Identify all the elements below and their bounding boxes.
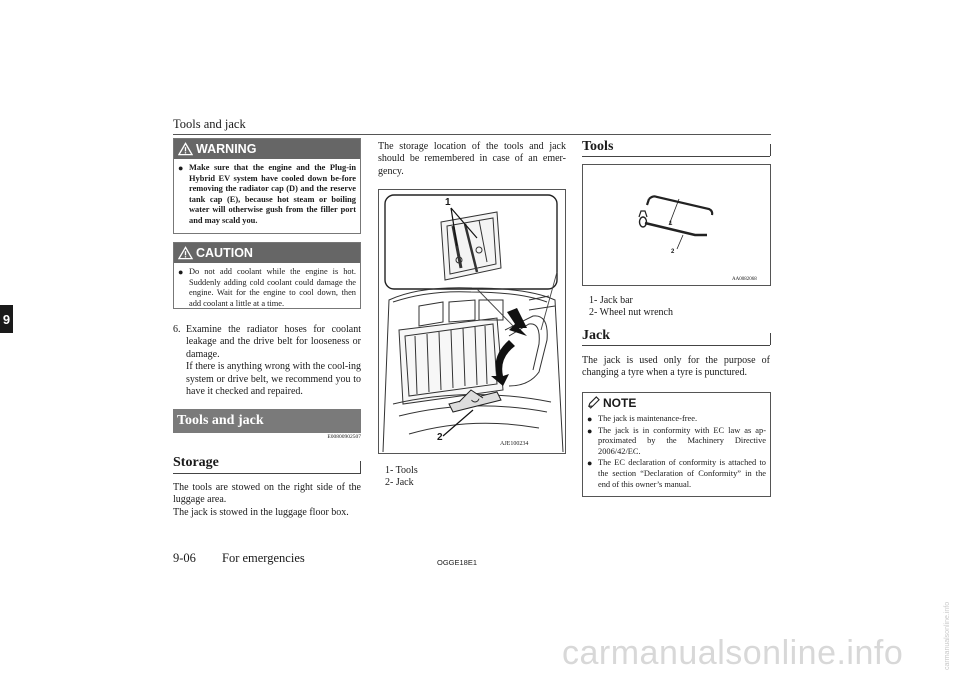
section-code: E00800902507 bbox=[327, 434, 361, 440]
note-header bbox=[583, 393, 770, 412]
warning-item: ● Make sure that the engine and the Plug-in Hybrid EV system have cooled down be-fore removing the radiator cap (D) and the reserve tank cap (E), because hot steam or boiling water will otherwise gush from the filler port and may scald you. bbox=[178, 163, 356, 225]
note-item: ● The jack is maintenance-free. bbox=[587, 414, 766, 425]
note-item-text: The EC declaration of conformity is attached to the section “Declaration of Conformity” in the end of this owner’s manual. bbox=[598, 458, 766, 489]
side-watermark bbox=[944, 530, 956, 670]
footer-page-number: 9-06 bbox=[173, 551, 196, 565]
warning-header bbox=[174, 139, 360, 159]
caption-tools: 1- Tools bbox=[385, 465, 418, 476]
header-rule bbox=[173, 134, 771, 135]
tools-heading: Tools bbox=[582, 139, 614, 154]
warning-label: WARNING bbox=[196, 142, 257, 156]
luggage-area-illustration bbox=[379, 190, 565, 453]
storage-text-1: The tools are stowed on the right side of the luggage area. bbox=[173, 482, 361, 506]
caption-jack-bar: 1- Jack bar bbox=[589, 295, 633, 306]
storage-location-text: The storage location of the tools and jack should be remembered in case of an emer-gency. bbox=[378, 141, 566, 177]
luggage-area-figure bbox=[378, 189, 566, 454]
tools-callout-2: 2 bbox=[671, 249, 675, 255]
section-title-bar: Tools and jack bbox=[173, 409, 361, 433]
tools-heading-tick bbox=[770, 144, 771, 156]
note-item: ● The EC declaration of conformity is attached to the section “Declaration of Conformity” in the end of this owner’s manual. bbox=[587, 458, 766, 489]
page-header-title: Tools and jack bbox=[173, 117, 246, 131]
caution-header bbox=[174, 243, 360, 263]
caution-text: Do not add coolant while the engine is hot. Suddenly adding cold coolant could damage the engine. Wait for the engine to cool down, then add coolant a little at a time. bbox=[189, 267, 356, 308]
step-number: 6. bbox=[173, 324, 181, 335]
step-6 bbox=[173, 324, 361, 398]
warning-text: Make sure that the engine and the Plug-in Hybrid EV system have cooled down be-fore removing the radiator cap (D) and the reserve tank cap (E), because hot steam or boiling water will otherwise gush from the filler port and may scald you. bbox=[189, 163, 356, 225]
caution-label: CAUTION bbox=[196, 246, 253, 260]
note-box bbox=[582, 392, 771, 497]
storage-paragraph bbox=[173, 482, 361, 519]
side-watermark-text: carmanualsonline.info bbox=[944, 601, 951, 670]
figure-callout-2: 2 bbox=[437, 432, 443, 443]
warning-box bbox=[173, 138, 361, 234]
storage-heading-rule bbox=[173, 473, 361, 474]
note-item: ● The jack is in conformity with EC law as ap-proximated by the Machinery Directive 2006/42/EC. bbox=[587, 425, 766, 456]
footer-code: OGGE18E1 bbox=[437, 558, 478, 567]
watermark: carmanualsonline.info bbox=[562, 634, 904, 672]
step-text-2: If there is anything wrong with the cool-ing system or drive belt, we recommend you to have it checked and repaired. bbox=[186, 361, 361, 398]
storage-heading-tick bbox=[360, 461, 361, 473]
figure-callout-1: 1 bbox=[445, 197, 451, 208]
tools-callout-1: 1 bbox=[669, 221, 673, 227]
tools-illustration bbox=[583, 165, 770, 285]
caption-wheel-nut-wrench: 2- Wheel nut wrench bbox=[589, 307, 673, 318]
jack-heading: Jack bbox=[582, 328, 610, 343]
storage-heading: Storage bbox=[173, 455, 219, 470]
tools-figure bbox=[582, 164, 771, 286]
luggage-figure-code: AJE100234 bbox=[500, 441, 529, 447]
chapter-tab: 9 bbox=[0, 305, 13, 333]
step-text-1: Examine the radiator hoses for coolant leakage and the drive belt for looseness or damage. bbox=[186, 324, 361, 360]
jack-text: The jack is used only for the purpose of changing a tyre when a tyre is punctured. bbox=[582, 355, 770, 379]
jack-heading-rule bbox=[582, 345, 770, 346]
caution-item: ● Do not add coolant while the engine is hot. Suddenly adding cold coolant could damage the engine. Wait for the engine to cool down, then add coolant a little at a time. bbox=[178, 267, 356, 308]
footer-section: For emergencies bbox=[222, 551, 305, 565]
caution-triangle-icon bbox=[178, 246, 193, 260]
note-label: NOTE bbox=[603, 395, 637, 410]
tools-heading-rule bbox=[582, 156, 770, 157]
caption-jack: 2- Jack bbox=[385, 477, 414, 488]
jack-heading-tick bbox=[770, 333, 771, 345]
note-item-text: The jack is maintenance-free. bbox=[598, 414, 698, 423]
warning-triangle-icon bbox=[178, 142, 193, 156]
note-pencil-icon bbox=[587, 396, 600, 409]
tools-figure-code: AA0082068 bbox=[732, 277, 757, 282]
storage-text-2: The jack is stowed in the luggage floor box. bbox=[173, 506, 349, 518]
caution-box bbox=[173, 242, 361, 309]
note-item-text: The jack is in conformity with EC law as ap-proximated by the Machinery Directive 2006/42/EC. bbox=[598, 425, 766, 456]
